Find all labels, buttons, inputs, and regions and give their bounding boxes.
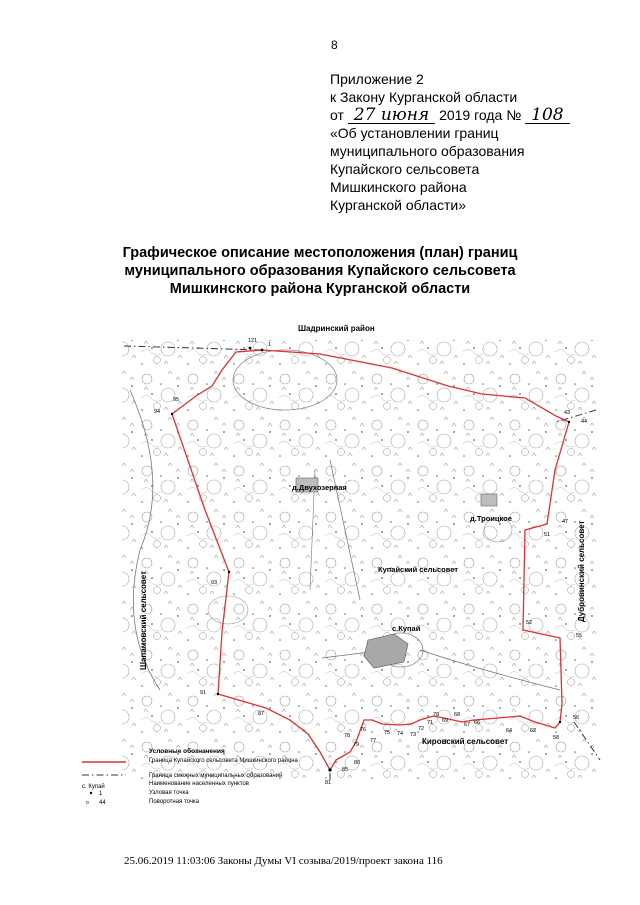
point-label: 77 — [370, 738, 377, 744]
label-west-neighbor: Шапамовский сельсовет — [139, 570, 148, 670]
annex-line-2: к Закону Курганской области — [330, 89, 518, 105]
point-label: 55 — [576, 633, 583, 639]
point-label: 87 — [258, 711, 265, 717]
legend-turn-sample: 44 — [99, 800, 106, 806]
point-label: 67 — [464, 722, 471, 728]
annex-title-line: Мишкинского района — [330, 179, 467, 195]
handwritten-number: 108 — [525, 107, 569, 124]
terrain-background — [122, 340, 600, 780]
legend-item-node: Узловая точка — [149, 790, 189, 796]
heading-line-1: Графическое описание местоположения (план) границ — [122, 245, 518, 261]
point-label: 51 — [544, 532, 551, 538]
point-label: 85 — [342, 767, 349, 773]
label-north-neighbor: Шадринский район — [298, 324, 375, 333]
date-prefix: от — [330, 107, 344, 123]
legend-node-sample: 1 — [99, 791, 103, 797]
label-settlement-dvuhozernaya: д.Двухозерная — [292, 483, 347, 492]
point-label: 75 — [384, 730, 391, 736]
point-label: 93 — [211, 580, 218, 586]
legend-title: Условные обозначения — [149, 748, 225, 755]
point-label: 62 — [530, 728, 537, 734]
point-label: 64 — [506, 728, 513, 734]
heading-line-2: муниципального образования Купайского сельсовета — [124, 263, 516, 279]
point-label: 121 — [248, 338, 258, 344]
point-label: 74 — [397, 731, 404, 737]
point-label: 1 — [268, 342, 272, 348]
point-label: 79 — [353, 742, 360, 748]
label-council: Купайский сельсовет — [378, 565, 459, 574]
point-label: 69 — [442, 718, 449, 724]
point-label: 47 — [562, 519, 569, 525]
point-label: 94 — [154, 409, 161, 415]
annex-title-line: «Об установлении границ — [330, 125, 499, 141]
legend-node-dot — [90, 792, 92, 794]
legend-item-turn: Поворотная точка — [149, 799, 200, 805]
label-east-neighbor: Дубровинский сельсовет — [577, 520, 586, 622]
point-label: 70 — [433, 712, 440, 718]
heading-line-3: Мишкинского района Курганской области — [169, 281, 471, 297]
handwritten-date: 27 июня — [348, 107, 435, 124]
point-label: 76 — [360, 727, 367, 733]
page-number: 8 — [331, 38, 338, 52]
legend-sample-settlement: с. Купай — [82, 784, 105, 790]
point-label: 91 — [200, 690, 207, 696]
point-label: 52 — [526, 620, 533, 626]
label-settlement-troitskoe: д.Троицкое — [470, 514, 512, 523]
point-label: 66 — [474, 720, 481, 726]
point-label: 78 — [344, 733, 351, 739]
label-south-neighbor: Кировский сельсовет — [422, 737, 509, 746]
point-label: 56 — [573, 715, 580, 721]
legend-item-settlements: Наименование населенных пунктов — [149, 781, 249, 787]
legend-item-boundary: Граница Купайского сельсовета Мишкинского района — [149, 758, 298, 764]
point-label: 58 — [553, 735, 560, 741]
date-year: 2019 года № — [439, 107, 522, 123]
point-label: 73 — [410, 732, 417, 738]
point-label: 80 — [354, 760, 361, 766]
document-footer: 25.06.2019 11:03:06 Законы Думы VI созыва/2019/проект закона 116 — [124, 855, 443, 867]
point-label: 68 — [454, 712, 461, 718]
legend-item-neighbor: Граница смежных муниципальных образований — [149, 773, 283, 779]
point-label: 44 — [581, 419, 588, 425]
annex-title-line: муниципального образования — [330, 143, 525, 159]
point-label: 71 — [427, 720, 434, 726]
label-settlement-kupay: с.Купай — [392, 624, 421, 633]
point-label: 43 — [564, 410, 571, 416]
legend-turn-mark: o — [86, 800, 89, 806]
annex-title-line: Курганской области» — [330, 197, 467, 213]
point-label: 95 — [173, 397, 180, 403]
annex-title-line: Купайского сельсовета — [330, 161, 480, 177]
point-label: 81 — [325, 780, 332, 786]
point-label: 72 — [418, 726, 425, 732]
annex-line-1: Приложение 2 — [330, 71, 424, 87]
